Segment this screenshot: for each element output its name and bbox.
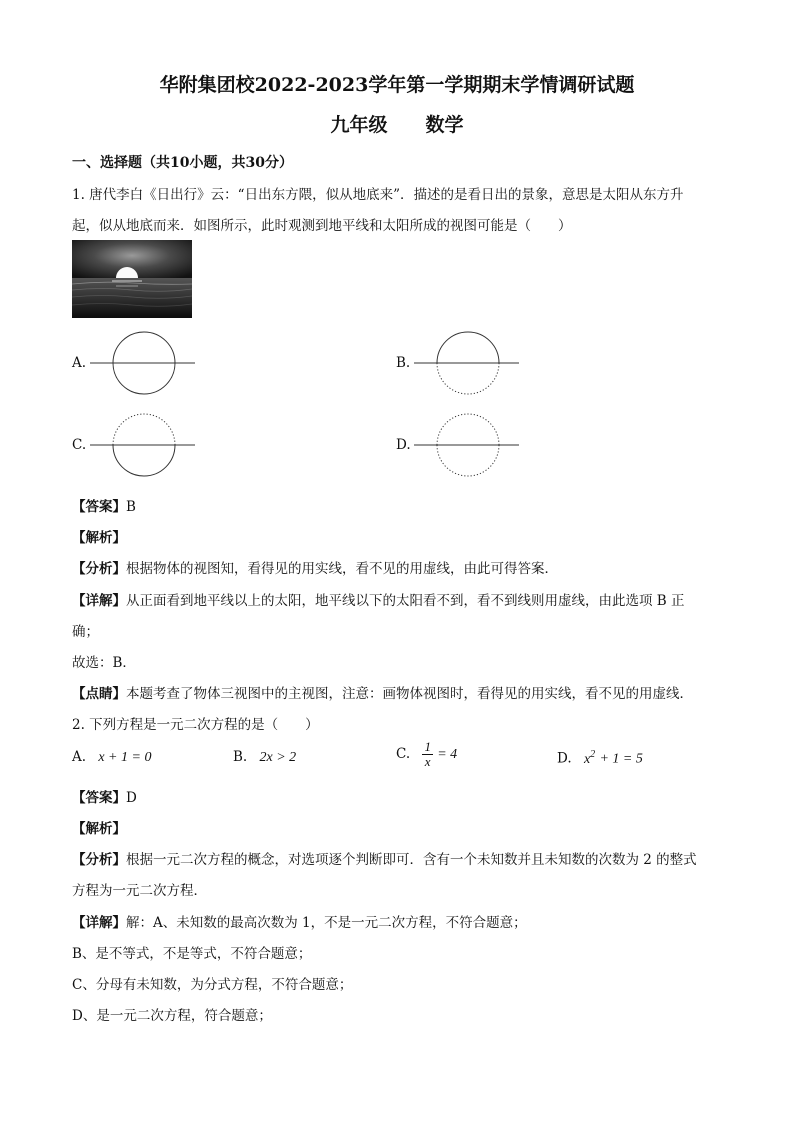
q2-option-d-label: D. (557, 750, 572, 767)
q2-fenxi (72, 848, 697, 868)
fraction-denominator: x (424, 754, 431, 769)
q1-option-a-label: A. (72, 355, 87, 371)
q2-option-c-rhs: = 4 (437, 747, 458, 762)
q1-option-d-label: D. (396, 437, 411, 453)
q2-option-b-label: B. (233, 749, 248, 765)
q2-line-d: D、是一元二次方程，符合题意； (72, 1008, 272, 1024)
q2-xiangjie (72, 911, 527, 931)
q1-option-b-label: B. (396, 355, 411, 371)
q2-option-d (557, 749, 643, 768)
q2-option-b-expr: 2x > 2 (259, 750, 297, 765)
q1-analysis-tag: 【解析】 (72, 530, 126, 546)
q2-option-c-fraction (422, 740, 433, 769)
q2-option-d-base: x (583, 751, 591, 767)
page-title: 华附集团校2022-2023学年第一学期期末学情调研试题 (159, 74, 635, 96)
q1-xiangjie-line2: 确； (72, 624, 99, 640)
answer-value: B (126, 499, 136, 515)
fenxi-text: 根据物体的视图知，看得见的用实线，看不见的用虚线，由此可得答案． (126, 561, 558, 577)
q2-line-c: C、分母有未知数，为分式方程，不符合题意； (72, 977, 353, 993)
q1-option-a-figure (90, 330, 200, 396)
xiangjie-text: 解：A、未知数的最高次数为 1，不是一元二次方程，不符合题意； (126, 915, 527, 931)
answer-value: D (126, 790, 137, 806)
q1-option-c-label: C. (72, 437, 87, 453)
q1-dianjing (72, 682, 693, 702)
answer-tag: 【答案】 (72, 499, 126, 515)
dianjing-tag: 【点睛】 (72, 686, 126, 702)
q1-option-d-figure (414, 412, 524, 478)
answer-tag: 【答案】 (72, 790, 126, 806)
page-subtitle (0, 110, 794, 137)
xiangjie-text: 从正面看到地平线以上的太阳，地平线以下的太阳看不到，看不到线则用虚线，由此选项 B 正 (126, 593, 685, 609)
q2-line-b: B、是不等式，不是等式，不符合题意； (72, 946, 312, 962)
q2-fenxi-line2: 方程为一元二次方程． (72, 883, 207, 899)
q2-option-c (396, 740, 457, 769)
q2-option-d-exponent: 2 (590, 749, 596, 760)
q2-analysis-tag: 【解析】 (72, 821, 126, 837)
xiangjie-tag: 【详解】 (72, 593, 126, 609)
q1-xiangjie (72, 589, 685, 609)
q2-option-a-label: A. (72, 749, 87, 765)
grade-label: 九年级 (330, 114, 388, 136)
q2-stem: 2. 下列方程是一元二次方程的是（ ） (72, 717, 319, 733)
q1-option-c-figure (90, 412, 200, 478)
q1-answer (72, 495, 136, 515)
q1-fenxi (72, 557, 558, 577)
fraction-numerator: 1 (424, 739, 431, 754)
fenxi-tag: 【分析】 (72, 561, 126, 577)
q2-answer (72, 786, 137, 806)
fenxi-tag: 【分析】 (72, 852, 126, 868)
q2-option-d-rest: + 1 = 5 (599, 751, 643, 767)
q1-stem-line1: 1. 唐代李白《日出行》云：“日出东方隈，似从地底来”．描述的是看日出的景象，意思是太阳从东方升 (72, 187, 684, 203)
subject-label: 数学 (425, 114, 464, 136)
q1-guxuan: 故选：B． (72, 655, 136, 671)
sunrise-photo (72, 240, 192, 318)
section-heading: 一、选择题（共10小题，共30分） (72, 155, 293, 171)
q2-option-a (72, 749, 151, 766)
xiangjie-tag: 【详解】 (72, 915, 126, 931)
q2-option-a-expr: x + 1 = 0 (98, 750, 152, 765)
fenxi-text: 根据一元二次方程的概念，对选项逐个判断即可．含有一个未知数并且未知数的次数为 2 的整式 (126, 852, 697, 868)
dianjing-text: 本题考查了物体三视图中的主视图，注意：画物体视图时，看得见的用实线，看不见的用虚线． (126, 686, 693, 702)
q1-option-b-figure (414, 330, 524, 396)
q2-option-c-label: C. (396, 746, 411, 762)
q1-stem-line2: 起，似从地底而来．如图所示，此时观测到地平线和太阳所成的视图可能是（ ） (72, 218, 572, 234)
q2-option-b (233, 749, 296, 766)
